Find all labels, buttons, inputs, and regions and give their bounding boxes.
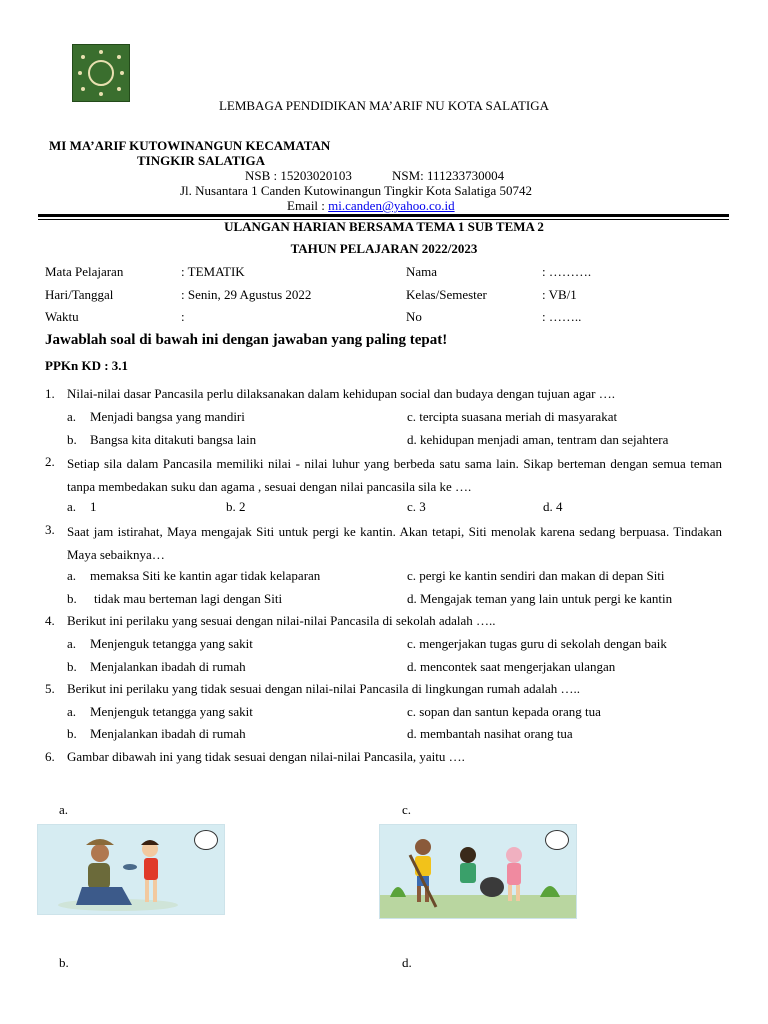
instruction: Jawablah soal di bawah ini dengan jawaban yang paling tepat! bbox=[45, 332, 448, 348]
exam-year: TAHUN PELAJARAN 2022/2023 bbox=[290, 241, 478, 256]
question-text: Setiap sila dalam Pancasila memiliki nilai - nilai luhur yang berbeda satu sama lain. Sikap berteman dengan semua teman tanpa membedakan suku dan agama , sesuai dengan nilai pancasila sila ke …. bbox=[67, 456, 722, 494]
email-link[interactable]: mi.canden@yahoo.co.id bbox=[328, 198, 455, 213]
option-letter: a. bbox=[67, 636, 77, 651]
question-number: 5. bbox=[45, 681, 55, 696]
picture-a-helping-beggar bbox=[37, 824, 225, 915]
subject-label: Mata Pelajaran bbox=[45, 264, 124, 279]
school-name-line1: MI MA’ARIF KUTOWINANGUN KECAMATAN bbox=[49, 138, 331, 153]
class-value: : VB/1 bbox=[542, 287, 577, 302]
school-name-line2: TINGKIR SALATIGA bbox=[137, 153, 265, 168]
time-label: Waktu bbox=[45, 309, 79, 324]
name-value: : ………. bbox=[542, 264, 592, 279]
number-label: No bbox=[406, 309, 422, 324]
question-number: 3. bbox=[45, 522, 55, 537]
picture-label-a: a. bbox=[59, 802, 69, 817]
header-divider-thick bbox=[38, 214, 729, 217]
option-b: tidak mau berteman lagi dengan Siti bbox=[94, 591, 283, 606]
email-label: Email : bbox=[287, 198, 329, 213]
question-number: 6. bbox=[45, 749, 55, 764]
option-b: Menjalankan ibadah di rumah bbox=[90, 659, 246, 674]
picture-label-c: c. bbox=[402, 802, 412, 817]
question-number: 2. bbox=[45, 454, 55, 469]
option-a: memaksa Siti ke kantin agar tidak kelaparan bbox=[90, 568, 321, 583]
number-value: : …….. bbox=[542, 309, 582, 324]
answer-circle[interactable] bbox=[194, 830, 218, 850]
option-letter: a. bbox=[67, 499, 77, 514]
question-number: 4. bbox=[45, 613, 55, 628]
school-address: Jl. Nusantara 1 Canden Kutowinangun Tingkir Kota Salatiga 50742 bbox=[180, 183, 533, 198]
option-letter: a. bbox=[67, 568, 77, 583]
option-letter: a. bbox=[67, 704, 77, 719]
option-b: Bangsa kita ditakuti bangsa lain bbox=[90, 432, 257, 447]
option-d: d. 4 bbox=[543, 499, 563, 514]
option-letter: b. bbox=[67, 659, 77, 674]
school-logo bbox=[72, 44, 130, 102]
option-letter: b. bbox=[67, 432, 77, 447]
question-text: Nilai-nilai dasar Pancasila perlu dilaksanakan dalam kehidupan social dan budaya dengan tujuan agar …. bbox=[67, 386, 615, 401]
option-c: c. 3 bbox=[407, 499, 426, 514]
option-c: c. sopan dan santun kepada orang tua bbox=[407, 704, 601, 719]
option-b: b. 2 bbox=[226, 499, 246, 514]
picture-label-d: d. bbox=[402, 955, 412, 970]
option-b: Menjalankan ibadah di rumah bbox=[90, 726, 246, 741]
picture-c-cleaning-together bbox=[379, 824, 577, 919]
option-d: d. membantah nasihat orang tua bbox=[407, 726, 573, 741]
option-a: 1 bbox=[90, 499, 97, 514]
option-d: d. kehidupan menjadi aman, tentram dan sejahtera bbox=[407, 432, 669, 447]
option-letter: b. bbox=[67, 726, 77, 741]
question-text: Berikut ini perilaku yang tidak sesuai dengan nilai-nilai Pancasila di lingkungan rumah adalah ….. bbox=[67, 681, 581, 696]
email-line bbox=[287, 198, 455, 214]
question-text: Berikut ini perilaku yang sesuai dengan nilai-nilai Pancasila di sekolah adalah ….. bbox=[67, 613, 496, 628]
nsb-number: NSB : 15203020103 bbox=[245, 168, 352, 183]
option-c: c. tercipta suasana meriah di masyarakat bbox=[407, 409, 618, 424]
option-a: Menjenguk tetangga yang sakit bbox=[90, 636, 253, 651]
option-letter: b. bbox=[67, 591, 77, 606]
option-a: Menjadi bangsa yang mandiri bbox=[90, 409, 245, 424]
option-d: d. Mengajak teman yang lain untuk pergi ke kantin bbox=[407, 591, 673, 606]
question-text: Gambar dibawah ini yang tidak sesuai dengan nilai-nilai Pancasila, yaitu …. bbox=[67, 749, 465, 764]
exam-title: ULANGAN HARIAN BERSAMA TEMA 1 SUB TEMA 2 bbox=[224, 219, 544, 234]
institution-name: LEMBAGA PENDIDIKAN MA’ARIF NU KOTA SALATIGA bbox=[218, 98, 550, 113]
answer-circle[interactable] bbox=[545, 830, 569, 850]
section-heading: PPKn KD : 3.1 bbox=[45, 358, 129, 373]
question-text: Saat jam istirahat, Maya mengajak Siti untuk pergi ke kantin. Akan tetapi, Siti menolak karena sedang berpuasa. Tindakan Maya sebaiknya… bbox=[67, 524, 722, 562]
option-a: Menjenguk tetangga yang sakit bbox=[90, 704, 253, 719]
picture-label-b: b. bbox=[59, 955, 69, 970]
class-label: Kelas/Semester bbox=[406, 287, 487, 302]
nsm-number: NSM: 111233730004 bbox=[392, 168, 505, 183]
name-label: Nama bbox=[406, 264, 438, 279]
option-letter: a. bbox=[67, 409, 77, 424]
option-c: c. mengerjakan tugas guru di sekolah dengan baik bbox=[407, 636, 667, 651]
logo-globe-icon bbox=[88, 60, 114, 86]
option-c: c. pergi ke kantin sendiri dan makan di depan Siti bbox=[407, 568, 665, 583]
time-value: : bbox=[181, 309, 185, 324]
date-value: : Senin, 29 Agustus 2022 bbox=[181, 287, 312, 302]
question-number: 1. bbox=[45, 386, 55, 401]
subject-value: : TEMATIK bbox=[181, 264, 245, 279]
option-d: d. mencontek saat mengerjakan ulangan bbox=[407, 659, 616, 674]
date-label: Hari/Tanggal bbox=[45, 287, 114, 302]
